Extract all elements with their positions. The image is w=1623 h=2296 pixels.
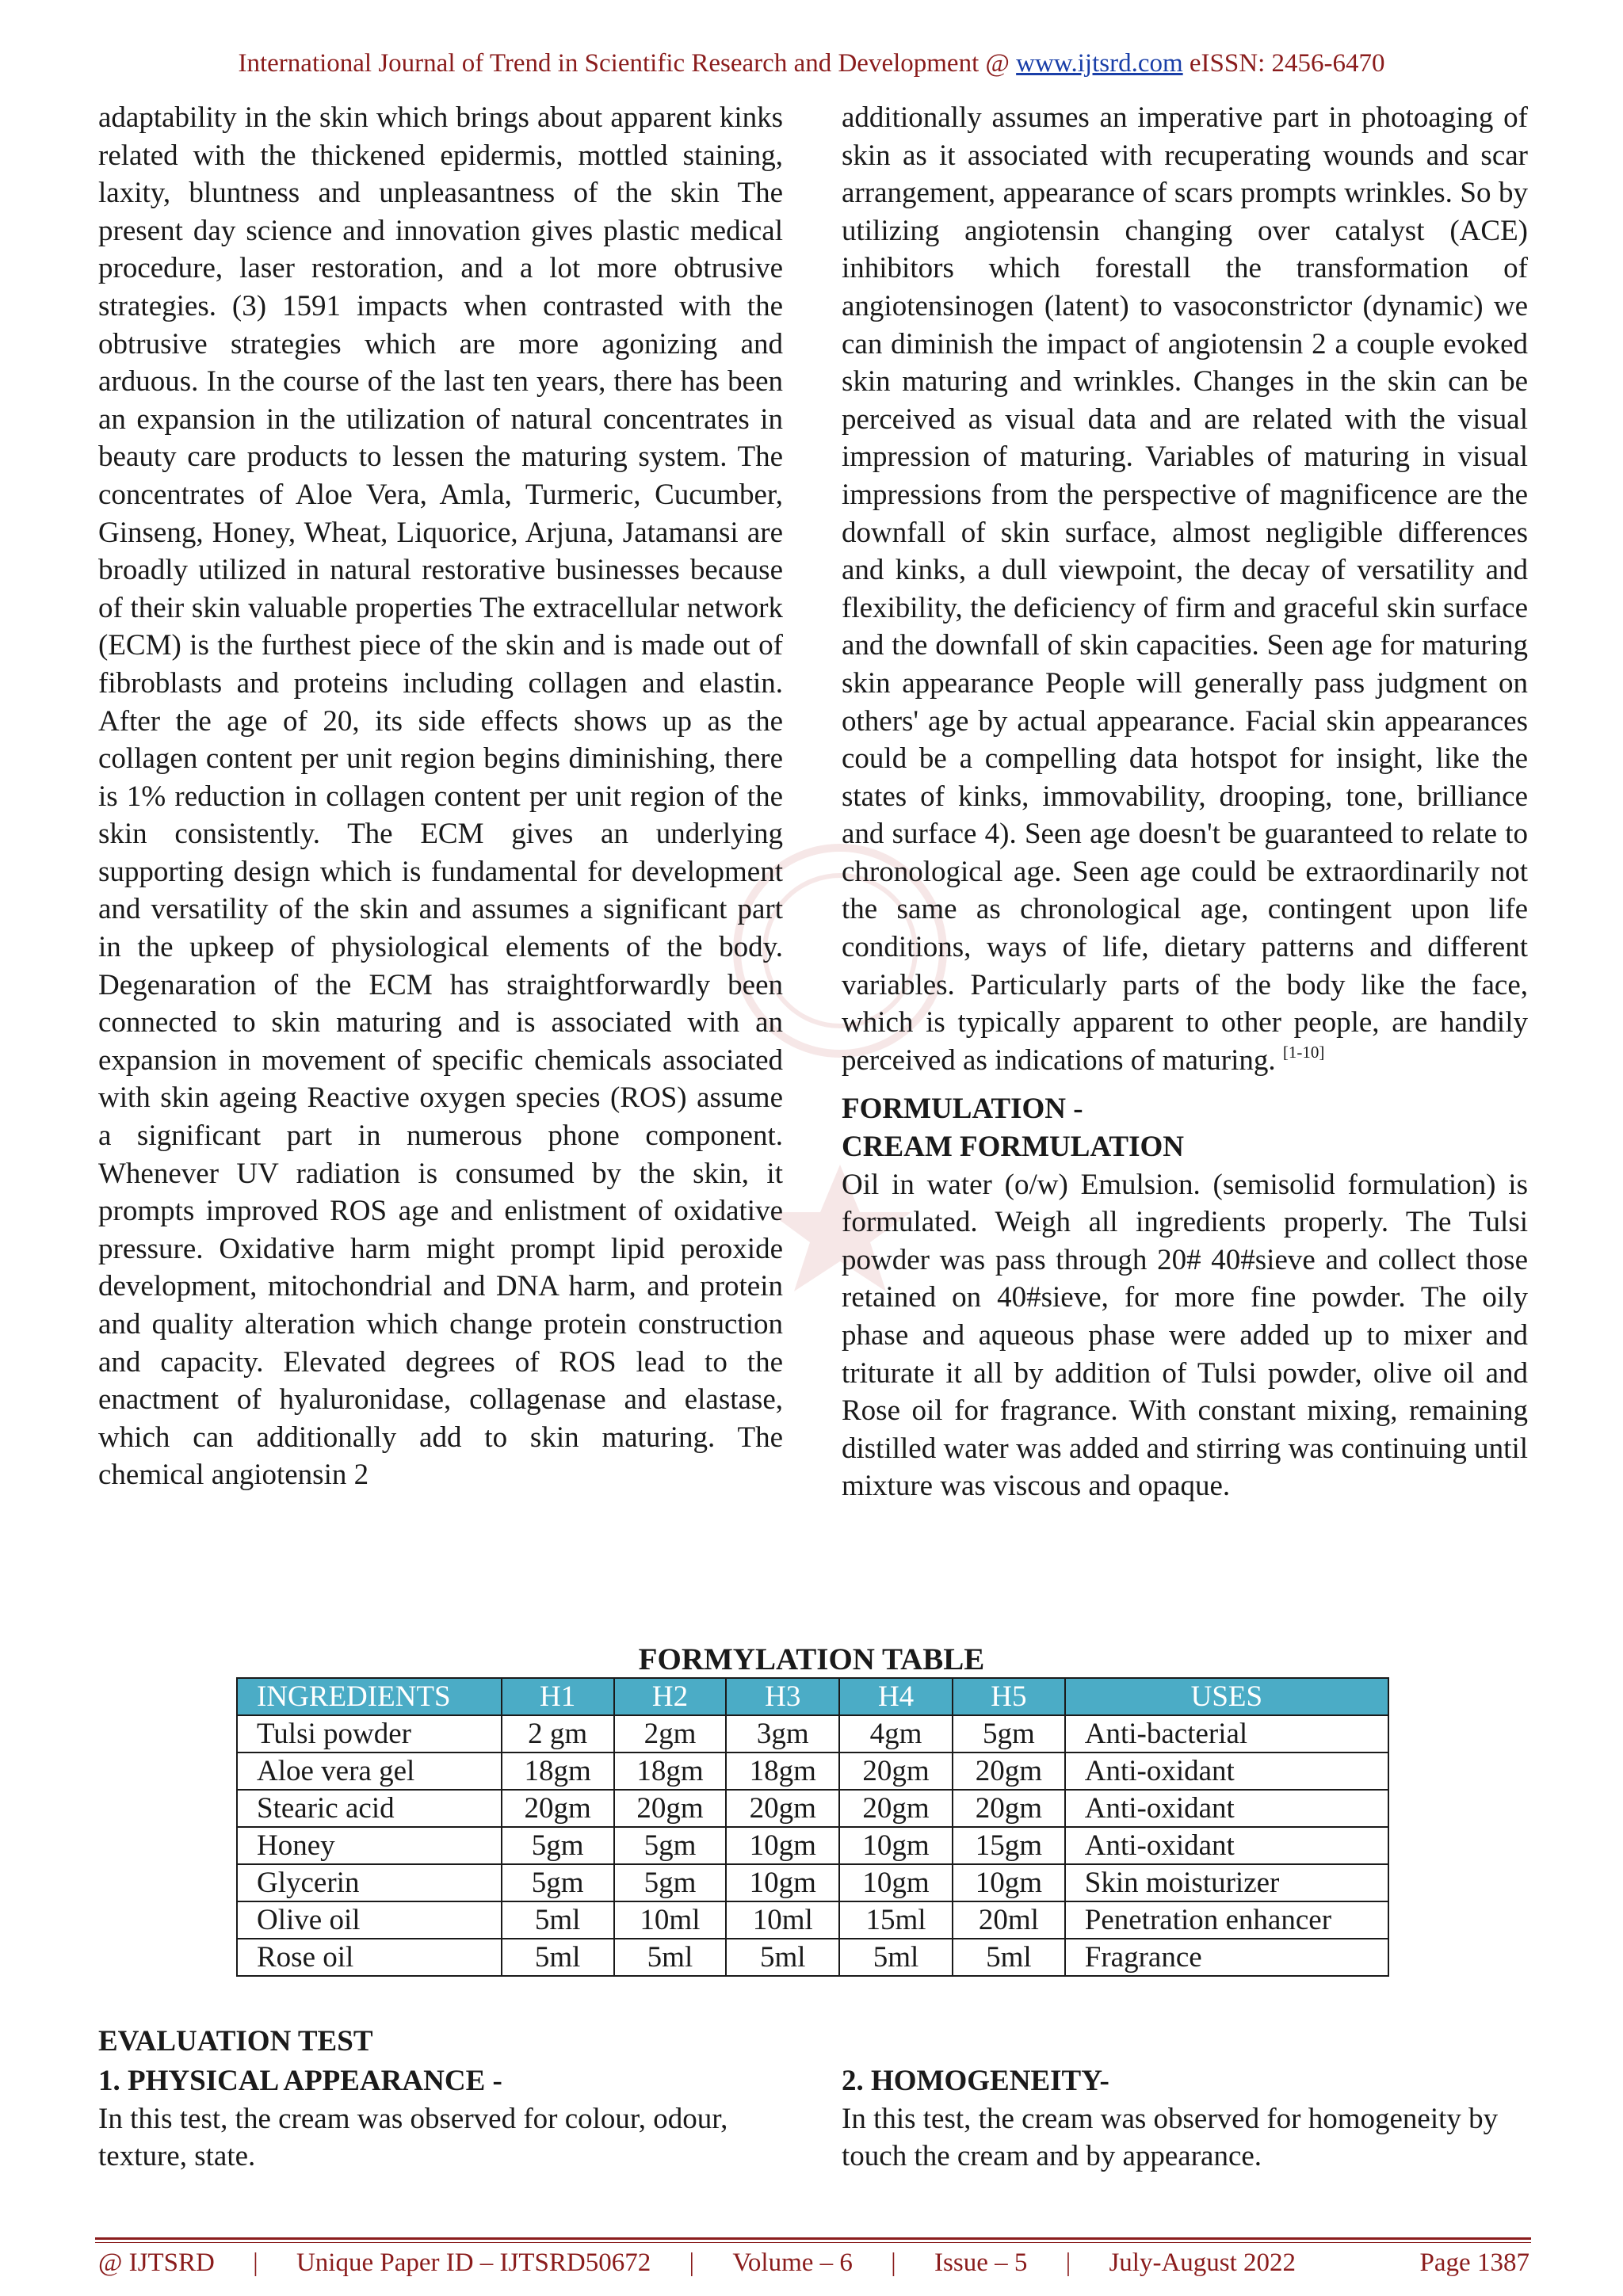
left-column-body: adaptability in the skin which brings about apparent kinks related with the thickened epidermis, mottled staining, laxity, bluntness and unpleasantness of the skin The present day science and innovation gives plastic medical procedure, laser restoration, and a lot more obtrusive strategies. (3) 1591 impacts when contrasted with the obtrusive strategies which are more agonizing and arduous. In the course of the last ten years, there has been an expansion in the utilization of natural concentrates in beauty care products to lessen the maturing system. The concentrates of Aloe Vera, Amla, Turmeric, Cucumber, Ginseng, Honey, Wheat, Liquorice, Arjuna, Jatamansi are broadly utilized in natural restorative businesses because of their skin valuable properties The extracellular network (ECM) is the furthest piece of the skin and is made out of fibroblasts and proteins including collagen and elastin. After the age of 20, its side effects shows up as the collagen content per unit region begins diminishing, there is 1% reduction in collagen content per unit region of the skin consistently. The ECM gives an underlying supporting design which is fundamental for development and versatility of the skin and assumes a significant part in the upkeep of physiological elements of the body. Degenaration of the ECM has straightforwardly been connected to skin maturing and is associated with an expansion in movement of specific chemicals associated with skin ageing Reactive oxygen species (ROS) assume a significant part in numerous phone component. Whenever UV radiation is consumed by the skin, it prompts improved ROS age and enlistment of oxidative pressure. Oxidative harm might prompt lipid peroxide development, mitochondrial and DNA harm, and protein and quality alteration which change protein construction and capacity. Elevated degrees of ROS lead to the enactment of hyaluronidase, collagenase and elastase, which can additionally add to skin maturing. The chemical angiotensin 2	[98, 101, 783, 1492]
footer-paper-id: Unique Paper ID – IJTSRD50672	[296, 2248, 651, 2277]
formulation-body: Oil in water (o/w) Emulsion. (semisolid formulation) is formulated. Weigh all ingredients properly. The Tulsi powder was pass through 20# 40#sieve and collect those retained on 40#sieve, for more fine powder. The oily phase and aqueous phase were added up to mixer and triturate it all by addition of Tulsi powder, olive oil and Rose oil for fragrance. With constant mixing, remaining distilled water was added and stirring was continuing until mixture was viscous and opaque.	[842, 1168, 1528, 1503]
homogeneity-text: In this test, the cream was observed for homogeneity by touch the cream and by appearance.	[842, 2102, 1499, 2173]
table-cell: 5gm	[614, 1864, 727, 1901]
table-cell: Anti-oxidant	[1065, 1827, 1388, 1864]
table-cell: 18gm	[614, 1753, 727, 1790]
col-header-h4: H4	[839, 1678, 953, 1715]
table-cell: 18gm	[726, 1753, 839, 1790]
footer-separator: |	[689, 2248, 695, 2277]
table-row	[237, 1939, 1388, 1976]
right-column	[842, 99, 1528, 1505]
table-cell: Anti-oxidant	[1065, 1790, 1388, 1827]
table-row	[237, 1790, 1388, 1827]
table-row	[237, 1715, 1388, 1753]
table-title: FORMYLATION TABLE	[638, 1642, 985, 1676]
table-cell: 20gm	[502, 1790, 614, 1827]
homogeneity-section	[842, 2062, 1526, 2176]
footer-separator: |	[891, 2248, 896, 2277]
table-cell: Aloe vera gel	[237, 1753, 502, 1790]
header-suffix: eISSN: 2456-6470	[1182, 49, 1385, 78]
table-cell: Anti-bacterial	[1065, 1715, 1388, 1753]
table-cell: 20ml	[953, 1901, 1065, 1939]
table-cell: 2 gm	[502, 1715, 614, 1753]
table-cell: 20gm	[614, 1790, 727, 1827]
physical-appearance-text: In this test, the cream was observed for colour, odour, texture, state.	[98, 2102, 728, 2173]
col-header-ingredients: INGREDIENTS	[237, 1678, 502, 1715]
table-cell: Honey	[237, 1827, 502, 1864]
formulation-heading: FORMULATION -	[842, 1093, 1083, 1126]
table-cell: 4gm	[839, 1715, 953, 1753]
table-cell: Skin moisturizer	[1065, 1864, 1388, 1901]
table-cell: 3gm	[726, 1715, 839, 1753]
table-cell: 20gm	[839, 1753, 953, 1790]
physical-appearance-heading: 1. PHYSICAL APPEARANCE -	[98, 2065, 502, 2097]
table-cell: 5ml	[726, 1939, 839, 1976]
table-cell: 10gm	[726, 1864, 839, 1901]
table-cell: 20gm	[839, 1790, 953, 1827]
footer-issue: Issue – 5	[934, 2248, 1028, 2277]
table-cell: 5ml	[502, 1939, 614, 1976]
table-cell: Penetration enhancer	[1065, 1901, 1388, 1939]
cream-formulation-heading: CREAM FORMULATION	[842, 1131, 1184, 1164]
footer-gap	[1334, 2248, 1381, 2278]
col-header-uses: USES	[1065, 1678, 1388, 1715]
table-cell: 5gm	[953, 1715, 1065, 1753]
table-cell: 2gm	[614, 1715, 727, 1753]
col-header-h5: H5	[953, 1678, 1065, 1715]
footer-separator: |	[1065, 2248, 1071, 2277]
table-cell: 5gm	[614, 1827, 727, 1864]
formulation-table	[236, 1677, 1389, 1977]
header-prefix: International Journal of Trend in Scientific Research and Development @	[238, 49, 1017, 78]
table-header-row	[237, 1678, 1388, 1715]
right-column-text: additionally assumes an imperative part in photoaging of skin as it associated with recuperating wounds and scar arrangement, appearance of scars prompts wrinkles. So by utilizing angiotensin changing over catalyst (ACE) inhibitors which forestall the transformation of angiotensinogen (latent) to vasoconstrictor (dynamic) we can diminish the impact of angiotensin 2 a couple evoked skin maturing and wrinkles. Changes in the skin can be perceived as visual data and are related with the visual impression of maturing. Variables of maturing in visual impressions from the perspective of magnificence are the downfall of skin surface, almost negligible differences and kinks, a dull viewpoint, the decay of versatility and flexibility, the deficiency of firm and graceful skin surface and the downfall of skin capacities. Seen age for maturing skin appearance People will generally pass judgment on others' age by actual appearance. Facial skin appearances could be a compelling data hotspot for insight, like the states of kinks, immovability, drooping, tone, brilliance and surface 4). Seen age doesn't be guaranteed to relate to chronological age. Seen age could be extraordinarily not the same as chronological age, contingent upon life conditions, ways of life, dietary patterns and different variables. Particularly parts of the body like the face, which is typically apparent to other people, are handily perceived as indications of maturing.	[842, 101, 1528, 1077]
left-column	[98, 99, 783, 1494]
footer-separator: |	[253, 2248, 258, 2277]
table-cell: Tulsi powder	[237, 1715, 502, 1753]
table-cell: 15ml	[839, 1901, 953, 1939]
table-row	[237, 1827, 1388, 1864]
table-cell: 10gm	[839, 1827, 953, 1864]
table-cell: Olive oil	[237, 1901, 502, 1939]
col-header-h2: H2	[614, 1678, 727, 1715]
table-cell: 10ml	[614, 1901, 727, 1939]
table-cell: Fragrance	[1065, 1939, 1388, 1976]
footer-period: July-August 2022	[1109, 2248, 1296, 2277]
right-column-body	[842, 99, 1528, 1079]
table-cell: 20gm	[953, 1753, 1065, 1790]
table-cell: 5ml	[839, 1939, 953, 1976]
table-row	[237, 1864, 1388, 1901]
table-cell: 20gm	[953, 1790, 1065, 1827]
table-cell: 10gm	[726, 1827, 839, 1864]
table-cell: 20gm	[726, 1790, 839, 1827]
table-cell: 5ml	[502, 1901, 614, 1939]
footer-page-number: Page 1387	[1419, 2248, 1529, 2277]
table-cell: Stearic acid	[237, 1790, 502, 1827]
table-cell: 5gm	[502, 1827, 614, 1864]
footer-divider	[95, 2237, 1531, 2243]
footer-volume: Volume – 6	[732, 2248, 853, 2277]
table-cell: 5ml	[953, 1939, 1065, 1976]
table-cell: 10gm	[839, 1864, 953, 1901]
citation-ref: [1-10]	[1282, 1042, 1325, 1062]
footer-journal: @ IJTSRD	[98, 2248, 215, 2277]
evaluation-test-heading: EVALUATION TEST	[98, 2025, 373, 2058]
table-cell: Glycerin	[237, 1864, 502, 1901]
table-row	[237, 1901, 1388, 1939]
table-cell: 10ml	[726, 1901, 839, 1939]
table-cell: 15gm	[953, 1827, 1065, 1864]
table-cell: 18gm	[502, 1753, 614, 1790]
page-footer	[98, 2248, 1529, 2278]
col-header-h3: H3	[726, 1678, 839, 1715]
col-header-h1: H1	[502, 1678, 614, 1715]
table-cell: Anti-oxidant	[1065, 1753, 1388, 1790]
table-cell: 5ml	[614, 1939, 727, 1976]
homogeneity-heading: 2. HOMOGENEITY-	[842, 2065, 1109, 2097]
table-cell: 5gm	[502, 1864, 614, 1901]
table-cell: 10gm	[953, 1864, 1065, 1901]
running-header	[0, 49, 1623, 78]
table-cell: Rose oil	[237, 1939, 502, 1976]
table-row	[237, 1753, 1388, 1790]
journal-website-link[interactable]: www.ijtsrd.com	[1016, 49, 1183, 78]
physical-appearance-section	[98, 2062, 783, 2176]
